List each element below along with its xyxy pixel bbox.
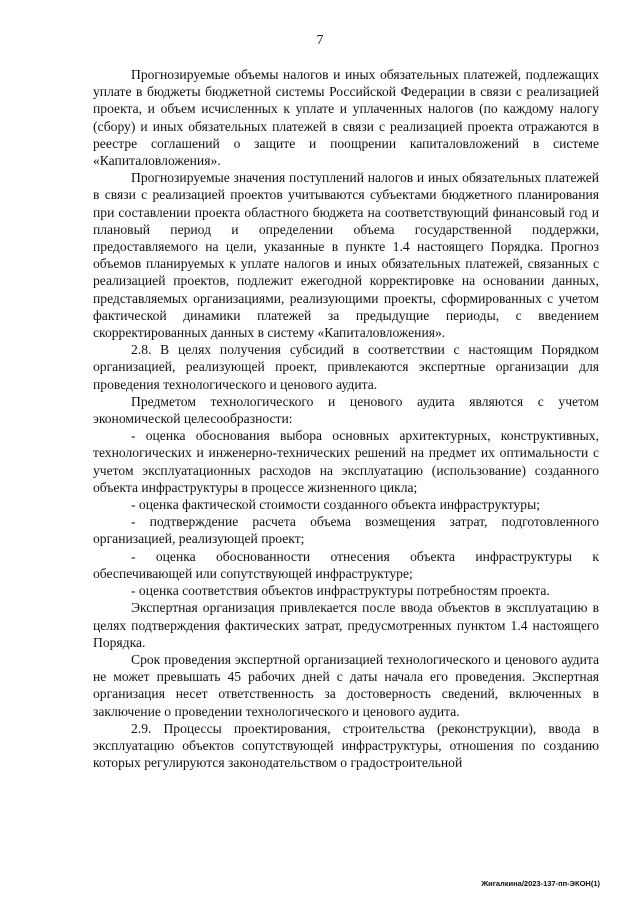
paragraph-audit-deadline: Срок проведения экспертной организацией технологического и ценового аудита не может превышать 45 рабочих дней с даты начала его проведения. Экспертная организация несет ответственность за достоверность сведений, включенных в заключение о проведении технологического и ценового аудита. (93, 651, 599, 719)
paragraph-section-2-8: 2.8. В целях получения субсидий в соответствии с настоящим Порядком организацией, реализующей проект, привлекаются экспертные организации для проведения технологического и ценового аудита. (93, 342, 599, 392)
list-item-infrastructure-classification: - оценка обоснованности отнесения объекта инфраструктуры к обеспечивающей или сопутствующей инфраструктуре; (93, 548, 599, 581)
document-footer-code: Жигалкина/2023-137-пп-ЭКОН(1) (481, 879, 600, 888)
paragraph-section-2-9: 2.9. Процессы проектирования, строительства (реконструкции), ввода в эксплуатацию объектов сопутствующей инфраструктуры, отношения по созданию которых регулируются законодательством о градостроительной (93, 720, 599, 771)
list-item-reimbursement-confirmation: - подтверждение расчета объема возмещения затрат, подготовленного организацией, реализующей проект; (93, 514, 599, 547)
list-item-actual-cost-assessment: - оценка фактической стоимости созданного объекта инфраструктуры; (131, 497, 541, 513)
paragraph-audit-subject: Предметом технологического и ценового аудита являются с учетом экономической целесообразности: (93, 393, 599, 427)
paragraph-expert-engagement: Экспертная организация привлекается после ввода объектов в эксплуатацию в целях подтверждения фактических затрат, предусмотренных пунктом 1.4 настоящего Порядка. (93, 600, 599, 650)
document-body (93, 66, 599, 771)
page-number: 7 (316, 32, 324, 47)
paragraph-tax-forecast-budget: Прогнозируемые значения поступлений налогов и иных обязательных платежей в связи с реализацией проектов учитываются субъектами бюджетного планирования при составлении проекта областного бюджета на соответствующий финансовый год и плановый период и определении объема государственной поддержки, предоставляемого на цели, указанные в пункте 1.4 настоящего Порядка. Прогноз объемов планируемых к уплате налогов и иных обязательных платежей, связанных с реализацией проектов, подлежит ежегодной корректировке на основании данных, представляемых организациями, реализующими проекты, сформированных с учетом фактической динамики платежей за предыдущие периоды, с введением скорректированных данных в систему «Капиталовложения». (93, 170, 599, 341)
paragraph-tax-forecast-registry: Прогнозируемые объемы налогов и иных обязательных платежей, подлежащих уплате в бюджеты бюджетной системы Российской Федерации в связи с реализацией проекта, и объем исчисленных к уплате и уплаченных налогов (по каждому налогу (сбору) и иных обязательных платежей в связи с реализацией проекта отражаются в реестре соглашений о защите и поощрении капиталовложений в системе «Капиталовложения». (93, 67, 599, 169)
list-item-project-needs-compliance: - оценка соответствия объектов инфраструктуры потребностям проекта. (131, 583, 550, 599)
list-item-architecture-assessment: - оценка обоснования выбора основных архитектурных, конструктивных, технологических и инженерно-технических решений на предмет их оптимальности с учетом эксплуатационных расходов на эксплуатацию (использование) созданного объекта инфраструктуры в процессе жизненного цикла; (93, 428, 599, 495)
